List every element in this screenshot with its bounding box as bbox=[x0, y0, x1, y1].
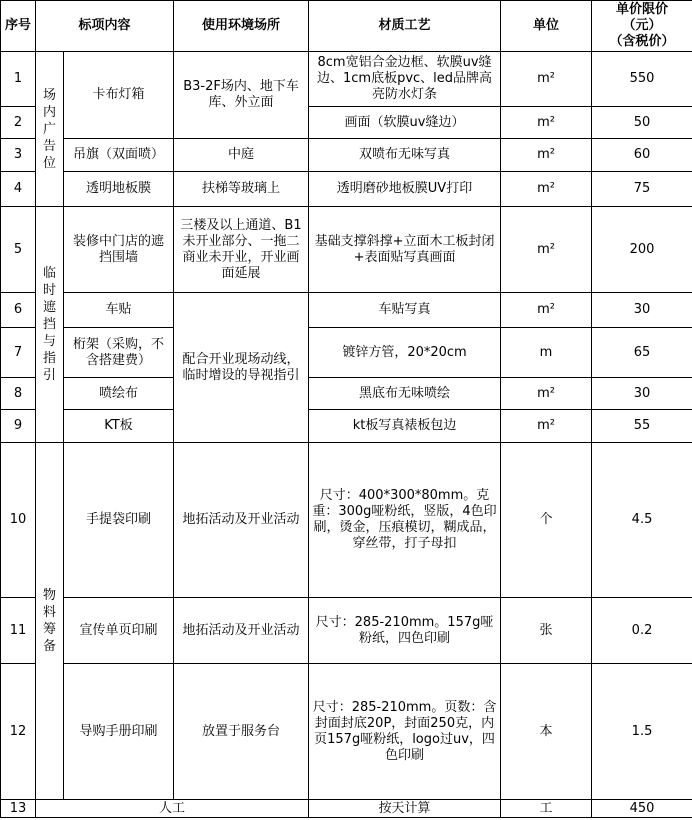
row-price: 60 bbox=[592, 139, 692, 172]
table-row bbox=[1, 207, 692, 293]
category-cell-2 bbox=[36, 207, 64, 443]
row-unit: m² bbox=[501, 172, 592, 207]
row-price: 65 bbox=[592, 328, 692, 378]
row-material: 8cm宽铝合金边框、软膜uv缝边、1cm底板pvc、led品牌高亮防水灯条 bbox=[309, 52, 501, 107]
row-unit: 工 bbox=[501, 800, 592, 818]
row-item: 装修中门店的遮挡围墙 bbox=[64, 207, 174, 293]
table-row bbox=[1, 139, 692, 172]
header-item: 标项内容 bbox=[36, 1, 174, 52]
row-material: kt板写真裱板包边 bbox=[309, 410, 501, 443]
row-item: 车贴 bbox=[64, 293, 174, 328]
header-row bbox=[1, 1, 692, 52]
row-seq: 3 bbox=[1, 139, 36, 172]
row-seq: 13 bbox=[1, 800, 36, 818]
row-item: 吊旗（双面喷） bbox=[64, 139, 174, 172]
row-seq: 6 bbox=[1, 293, 36, 328]
header-unit: 单位 bbox=[501, 1, 592, 52]
table-row bbox=[1, 410, 692, 443]
row-item: 人工 bbox=[36, 800, 309, 818]
row-item: 透明地板膜 bbox=[64, 172, 174, 207]
row-seq: 12 bbox=[1, 664, 36, 800]
row-seq: 10 bbox=[1, 443, 36, 598]
header-price-line2: （元） bbox=[622, 18, 662, 33]
row-price: 1.5 bbox=[592, 664, 692, 800]
row-price: 550 bbox=[592, 52, 692, 107]
table-row bbox=[1, 172, 692, 207]
row-seq: 1 bbox=[1, 52, 36, 107]
row-material: 尺寸：285-210mm。页数：含封面封底20P，封面250克，内页157g哑粉纸，logo过uv，四色印刷 bbox=[309, 664, 501, 800]
row-unit: 张 bbox=[501, 598, 592, 664]
table-row bbox=[1, 664, 692, 800]
row-price: 30 bbox=[592, 293, 692, 328]
row-seq: 4 bbox=[1, 172, 36, 207]
row-material: 按天计算 bbox=[309, 800, 501, 818]
row-material: 车贴写真 bbox=[309, 293, 501, 328]
row-seq: 11 bbox=[1, 598, 36, 664]
row-item: 卡布灯箱 bbox=[64, 52, 174, 139]
header-material: 材质工艺 bbox=[309, 1, 501, 52]
row-item: 宣传单页印刷 bbox=[64, 598, 174, 664]
row-unit: 本 bbox=[501, 664, 592, 800]
row-material: 透明磨砂地板膜UV打印 bbox=[309, 172, 501, 207]
row-item: 桁架（采购，不含搭建费） bbox=[64, 328, 174, 378]
table-row bbox=[1, 800, 692, 818]
row-unit: 个 bbox=[501, 443, 592, 598]
category-cell-1 bbox=[36, 52, 64, 207]
row-price: 30 bbox=[592, 378, 692, 410]
table-row bbox=[1, 328, 692, 378]
row-price: 200 bbox=[592, 207, 692, 293]
row-unit: m² bbox=[501, 52, 592, 107]
row-material: 基础支撑斜撑+立面木工板封闭+表面贴写真画面 bbox=[309, 207, 501, 293]
row-seq: 5 bbox=[1, 207, 36, 293]
row-item: 手提袋印刷 bbox=[64, 443, 174, 598]
table-row bbox=[1, 598, 692, 664]
table-row bbox=[1, 293, 692, 328]
header-price-line1: 单价限价 bbox=[616, 2, 669, 17]
row-material: 镀锌方管，20*20cm bbox=[309, 328, 501, 378]
row-price: 0.2 bbox=[592, 598, 692, 664]
row-price: 4.5 bbox=[592, 443, 692, 598]
row-material: 尺寸：285-210mm。157g哑粉纸，四色印刷 bbox=[309, 598, 501, 664]
row-unit: m² bbox=[501, 207, 592, 293]
table-row bbox=[1, 378, 692, 410]
row-unit: m² bbox=[501, 293, 592, 328]
row-seq: 2 bbox=[1, 107, 36, 139]
category-label: 临时遮挡与指引 bbox=[42, 266, 56, 383]
row-env: 扶梯等玻璃上 bbox=[174, 172, 309, 207]
row-seq: 8 bbox=[1, 378, 36, 410]
row-env: B3-2F场内、地下车库、外立面 bbox=[174, 52, 309, 139]
row-unit: m² bbox=[501, 378, 592, 410]
category-label: 物料筹备 bbox=[42, 588, 56, 654]
row-price: 75 bbox=[592, 172, 692, 207]
row-material: 画面（软膜uv缝边） bbox=[309, 107, 501, 139]
table-row bbox=[1, 52, 692, 107]
row-material: 双喷布无味写真 bbox=[309, 139, 501, 172]
header-seq: 序号 bbox=[1, 1, 36, 52]
row-seq: 7 bbox=[1, 328, 36, 378]
row-price: 50 bbox=[592, 107, 692, 139]
row-env: 放置于服务台 bbox=[174, 664, 309, 800]
row-env: 地拓活动及开业活动 bbox=[174, 443, 309, 598]
row-unit: m bbox=[501, 328, 592, 378]
row-env: 中庭 bbox=[174, 139, 309, 172]
header-env: 使用环境场所 bbox=[174, 1, 309, 52]
row-item: 喷绘布 bbox=[64, 378, 174, 410]
row-seq: 9 bbox=[1, 410, 36, 443]
row-env: 三楼及以上通道、B1未开业部分、一拖二商业未开业，开业画面延展 bbox=[174, 207, 309, 293]
row-unit: m² bbox=[501, 139, 592, 172]
table-row bbox=[1, 443, 692, 598]
row-price: 450 bbox=[592, 800, 692, 818]
row-unit: m² bbox=[501, 107, 592, 139]
row-env: 配合开业现场动线，临时增设的导视指引 bbox=[174, 293, 309, 443]
row-material: 尺寸：400*300*80mm。克重：300g哑粉纸，竖版，4色印刷，烫金，压痕模切，糊成品，穿丝带，打子母扣 bbox=[309, 443, 501, 598]
row-material: 黑底布无味喷绘 bbox=[309, 378, 501, 410]
row-item: 导购手册印刷 bbox=[64, 664, 174, 800]
row-item: KT板 bbox=[64, 410, 174, 443]
header-price-line3: （含税价） bbox=[609, 34, 675, 49]
category-cell-3 bbox=[36, 443, 64, 800]
row-unit: m² bbox=[501, 410, 592, 443]
category-label: 场内广告位 bbox=[42, 87, 56, 171]
header-price bbox=[592, 1, 692, 52]
row-price: 55 bbox=[592, 410, 692, 443]
row-env: 地拓活动及开业活动 bbox=[174, 598, 309, 664]
